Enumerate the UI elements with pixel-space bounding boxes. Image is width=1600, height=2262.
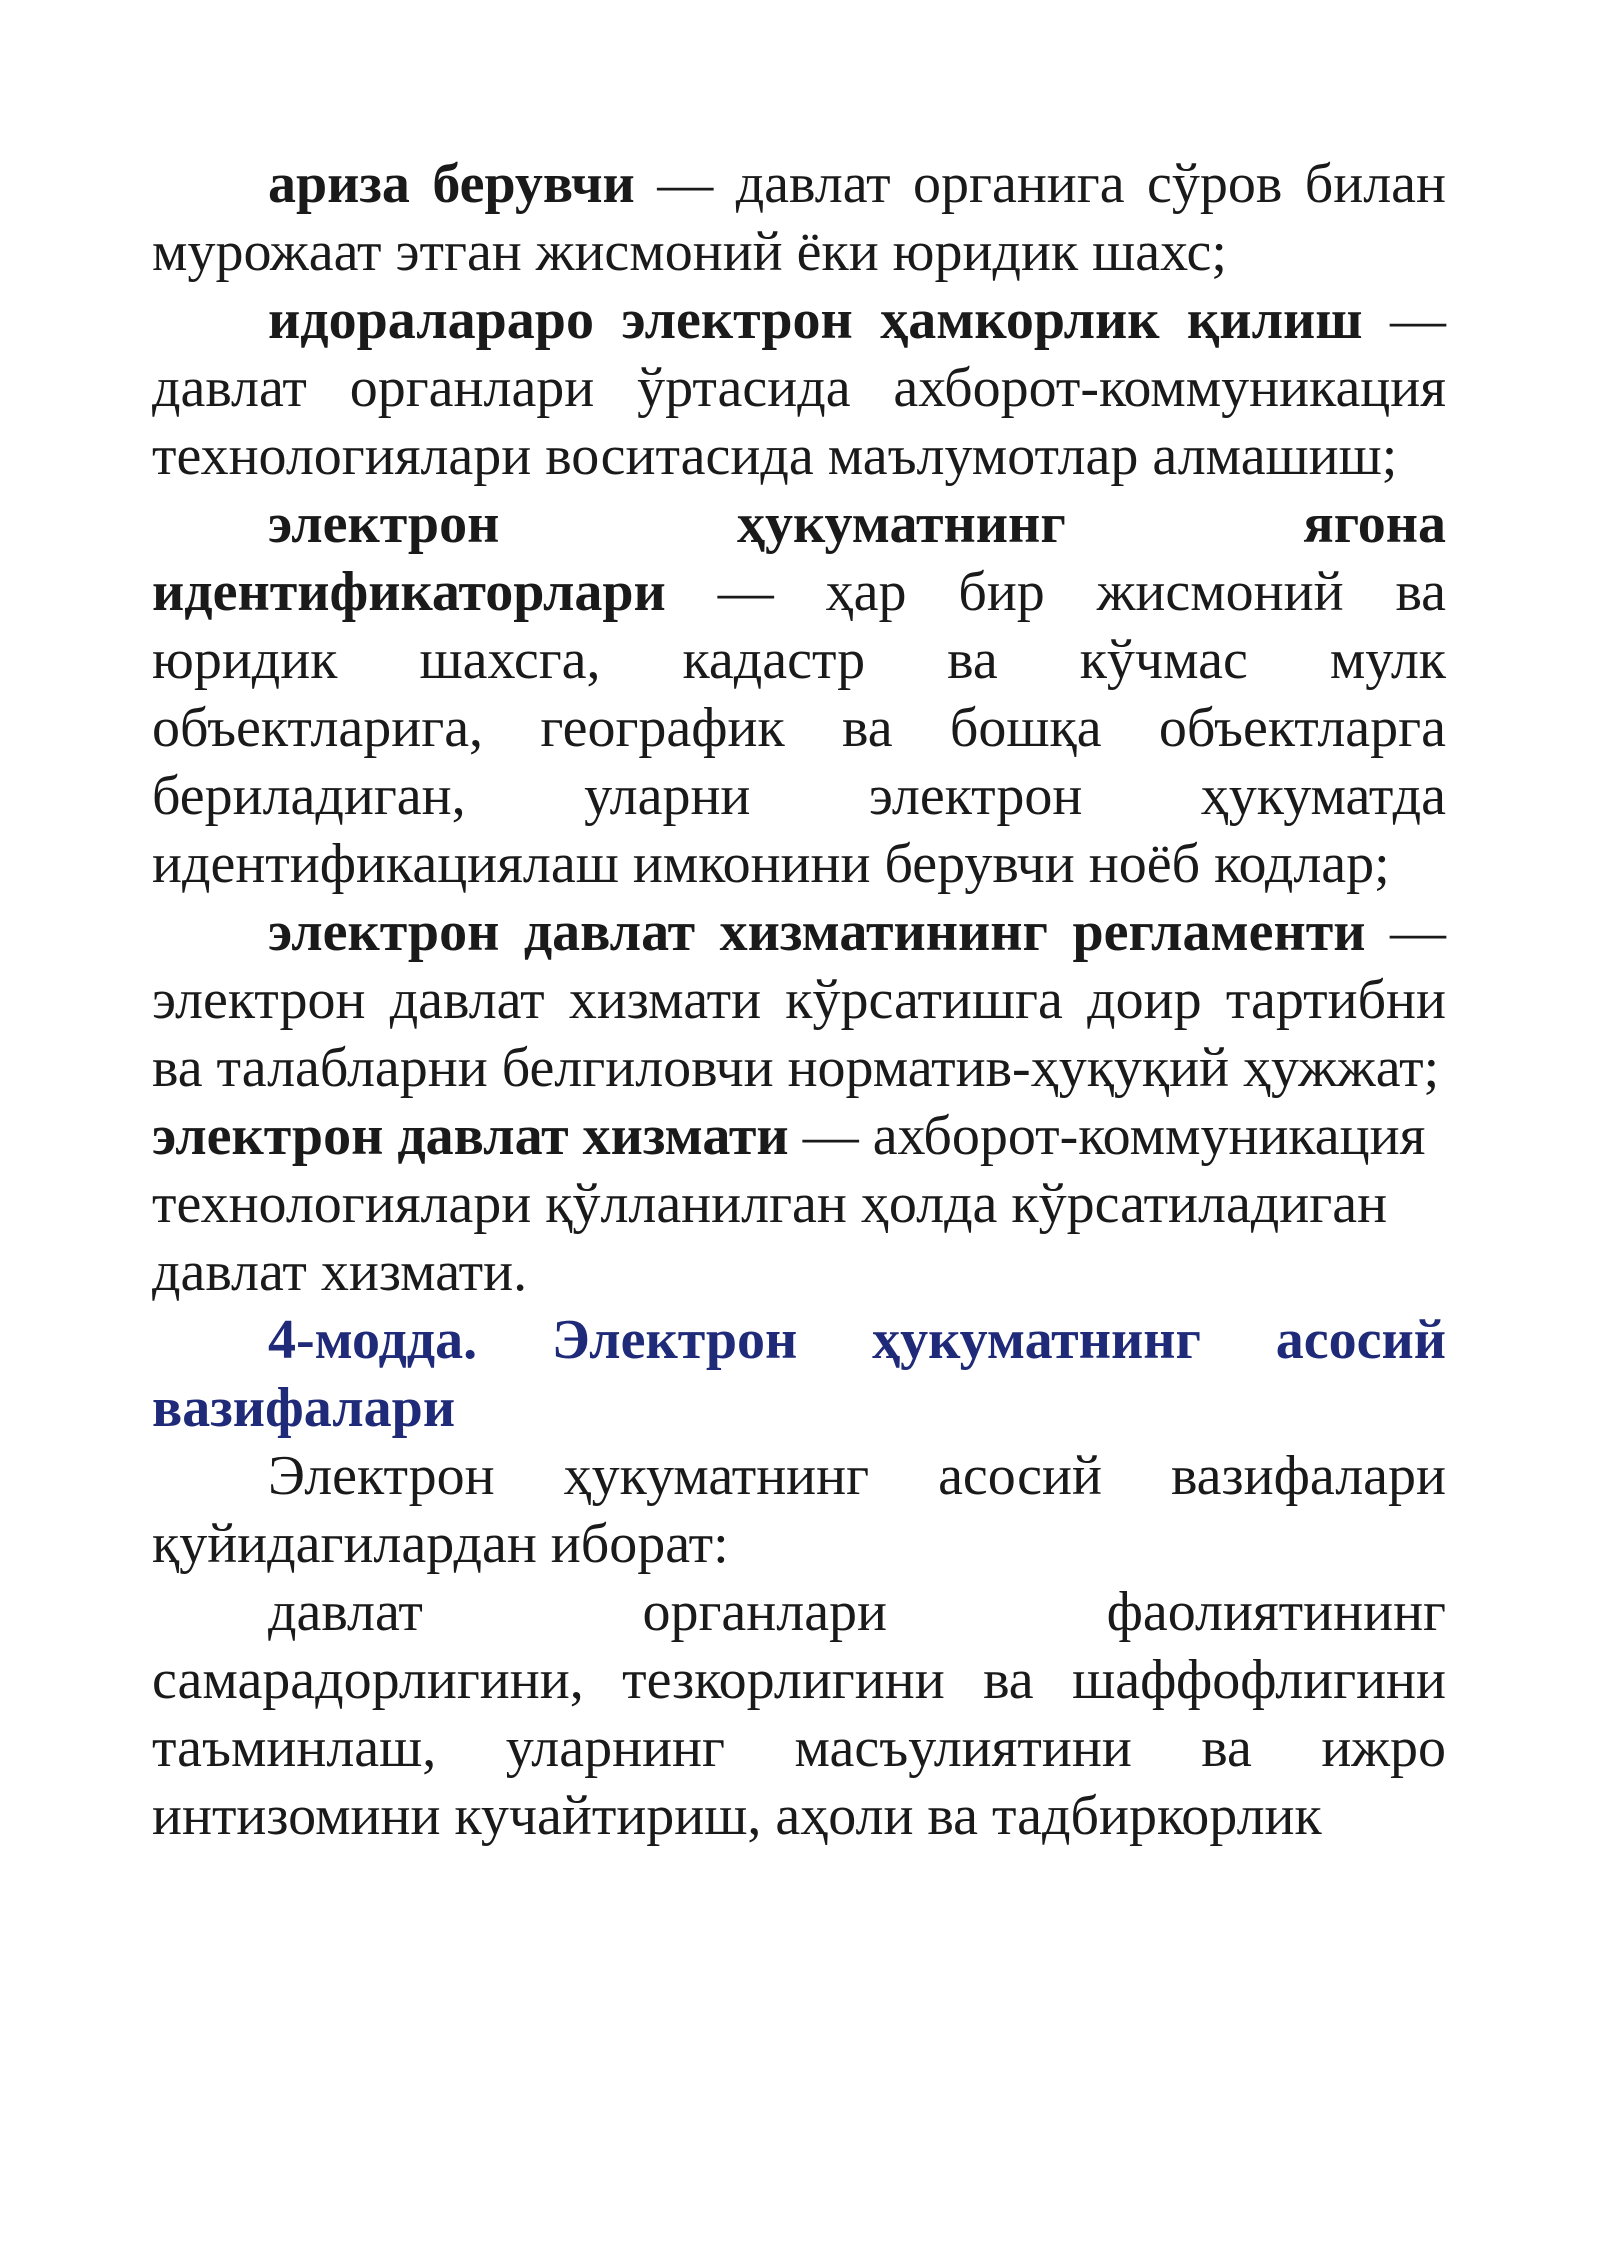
article-item: давлат органлари фаолиятининг самарадорлигини, тезкорлигини ва шаффофлигини таъминлаш, уларнинг масъулиятини ва ижро интизомини кучайтириш, аҳоли ва тадбиркорлик <box>152 1581 1446 1847</box>
definition-service-regulation <box>152 898 1446 1102</box>
document-page <box>152 150 1446 1850</box>
definition-interagency-cooperation <box>152 286 1446 490</box>
definition-term: электрон ҳукуматнинг ягона идентификаторлари <box>152 493 1446 623</box>
definition-text: — ҳар бир жисмоний ва юридик шахсга, кадастр ва кўчмас мулк объектларига, географик ва бошқа объектларга бериладиган, уларни электрон ҳукуматда идентификациялаш имконини берувчи ноёб кодлар; <box>152 561 1446 895</box>
definition-text: — электрон давлат хизмати кўрсатишга доир тартибни ва талабларни белгиловчи норматив-ҳуқуқий ҳужжат; <box>152 901 1447 1099</box>
definition-text: — ахборот-коммуникация технологиялари қўлланилган ҳолда кўрсатиладиган давлат хизмати. <box>152 1105 1426 1303</box>
definition-electronic-service <box>152 1102 1446 1306</box>
definition-term: электрон давлат хизмати <box>152 1105 789 1167</box>
definition-term: электрон давлат хизматининг регламенти <box>268 901 1366 963</box>
definition-term: идоралараро электрон ҳамкорлик қилиш <box>268 289 1363 351</box>
definition-text: — давлат органлари ўртасида ахборот-коммуникация технологиялари воситасида маълумотлар алмашиш; <box>152 289 1446 487</box>
definition-term: ариза берувчи <box>268 153 635 215</box>
article-intro: Электрон ҳукуматнинг асосий вазифалари қуйидагилардан иборат: <box>152 1445 1446 1575</box>
definition-unique-identifiers <box>152 490 1446 898</box>
definition-applicant <box>152 150 1446 286</box>
definition-text: — давлат органига сўров билан мурожаат этган жисмоний ёки юридик шахс; <box>152 153 1446 283</box>
article-heading: 4-модда. Электрон ҳукуматнинг асосий вазифалари <box>152 1309 1446 1439</box>
